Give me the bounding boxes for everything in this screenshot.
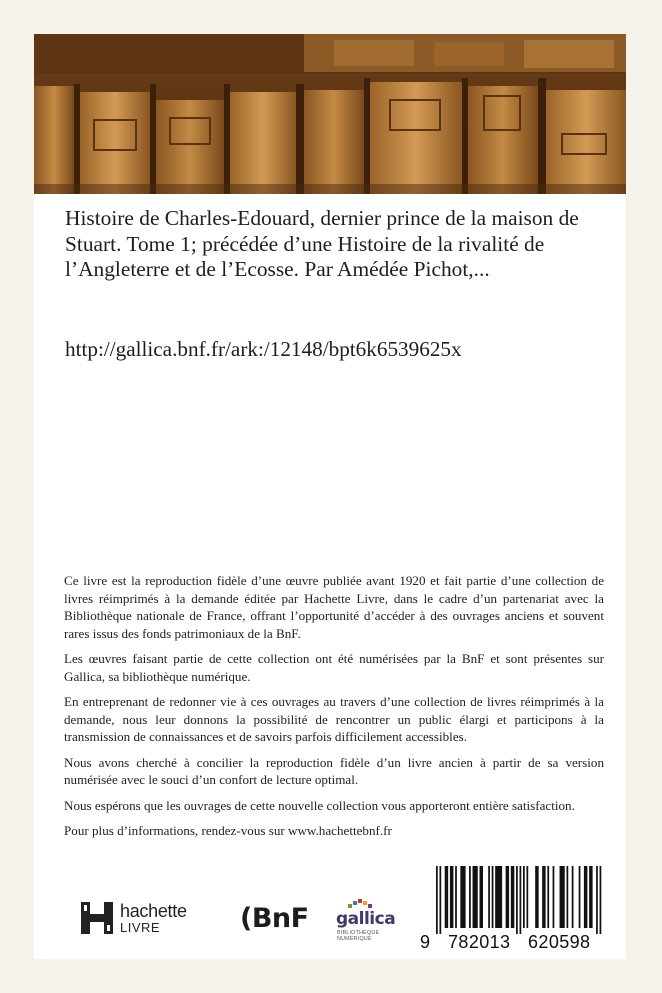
barcode-bar (516, 866, 518, 934)
book-spines-banner (34, 34, 626, 194)
livre-word: LIVRE (120, 919, 161, 935)
hachette-livre-logo (80, 901, 187, 935)
paragraph: Pour plus d’informations, rendez-vous sur www.hachettebnf.fr (64, 823, 392, 838)
gallica-logo (334, 899, 404, 943)
barcode-bar (560, 866, 565, 928)
barcode-bars (420, 866, 610, 934)
hachette-word: hachette (120, 900, 187, 921)
bnf-bracket-icon: ( (240, 903, 252, 934)
barcode-digit-prefix: 9 (420, 932, 431, 952)
barcode-bar (596, 866, 598, 934)
bnf-word: BnF (251, 903, 309, 934)
barcode-bar (460, 866, 465, 928)
barcode-bar (567, 866, 569, 928)
gallica-url: http://gallica.bnf.fr/ark:/12148/bpt6k6539625x (65, 337, 462, 361)
book-spines-image (34, 34, 626, 194)
barcode-bar (542, 866, 545, 928)
paragraph: Nous espérons que les ouvrages de cette nouvelle collection vous apporteront entière satisfaction. (64, 797, 575, 813)
barcode-bar (492, 866, 494, 928)
barcode-bar (473, 866, 478, 928)
barcode-bar (455, 866, 457, 928)
isbn-barcode (420, 866, 610, 954)
barcode-bar (511, 866, 514, 928)
barcode-bar (439, 866, 441, 934)
bnf-logo (240, 903, 309, 934)
hachette-icon (80, 901, 114, 935)
barcode-bar (445, 866, 448, 928)
barcode-bar (584, 866, 587, 928)
barcode-bar (526, 866, 528, 928)
barcode-bar (553, 866, 555, 928)
barcode-bar (506, 866, 509, 928)
paragraph: En entreprenant de redonner vie à ces ouvrages au travers d’une collection de livres réimprimés à la demande, nous leur donnons la possibilité de rencontrer un public élargi et participons à la transmission de connaissances et de savoirs parfois difficilement accessibles. (64, 694, 604, 744)
barcode-bar (495, 866, 502, 928)
barcode-bar (436, 866, 438, 934)
barcode-bar (589, 866, 592, 928)
barcode-bar (579, 866, 581, 928)
book-back-cover (34, 34, 626, 959)
barcode-bar (535, 866, 538, 928)
publisher-logos (80, 897, 420, 947)
barcode-bar (469, 866, 471, 928)
barcode-bar (488, 866, 490, 928)
description-text (64, 572, 604, 848)
paragraph: Les œuvres faisant partie de cette collection ont été numérisées par la BnF et sont présentes sur Gallica, sa bibliothèque numérique. (64, 651, 604, 684)
barcode-bar (450, 866, 453, 928)
gallica-word: gallica (336, 909, 396, 929)
barcode-bar (572, 866, 574, 928)
barcode-bar (480, 866, 483, 928)
barcode-bar (547, 866, 549, 928)
barcode-bar (523, 866, 525, 928)
barcode-bar (600, 866, 602, 934)
gallica-subtitle: BIBLIOTHÈQUE NUMÉRIQUE (337, 930, 380, 942)
barcode-digits-left: 782013 (448, 932, 511, 952)
paragraph: Ce livre est la reproduction fidèle d’une œuvre publiée avant 1920 et fait partie d’une collection de livres réimprimés à la demande éditée par Hachette Livre, dans le cadre d’un partenariat avec la Bibliothèque nationale de France, offrant l’opportunité d’accéder à des ouvrages anciens et souvent rares issus des fonds patrimoniaux de la BnF. (64, 573, 604, 641)
barcode-bar (520, 866, 522, 934)
barcode-digits-right: 620598 (528, 932, 591, 952)
paragraph: Nous avons cherché à concilier la reproduction fidèle d’un livre ancien à partir de sa version numérisée avec le souci d’un confort de lecture optimal. (64, 754, 604, 787)
book-title: Histoire de Charles-Edouard, dernier prince de la maison de Stuart. Tome 1; précédée d’une Histoire de la rivalité de l’Angleterre et de l’Ecosse. Par Amédée Pichot,... (65, 206, 579, 281)
